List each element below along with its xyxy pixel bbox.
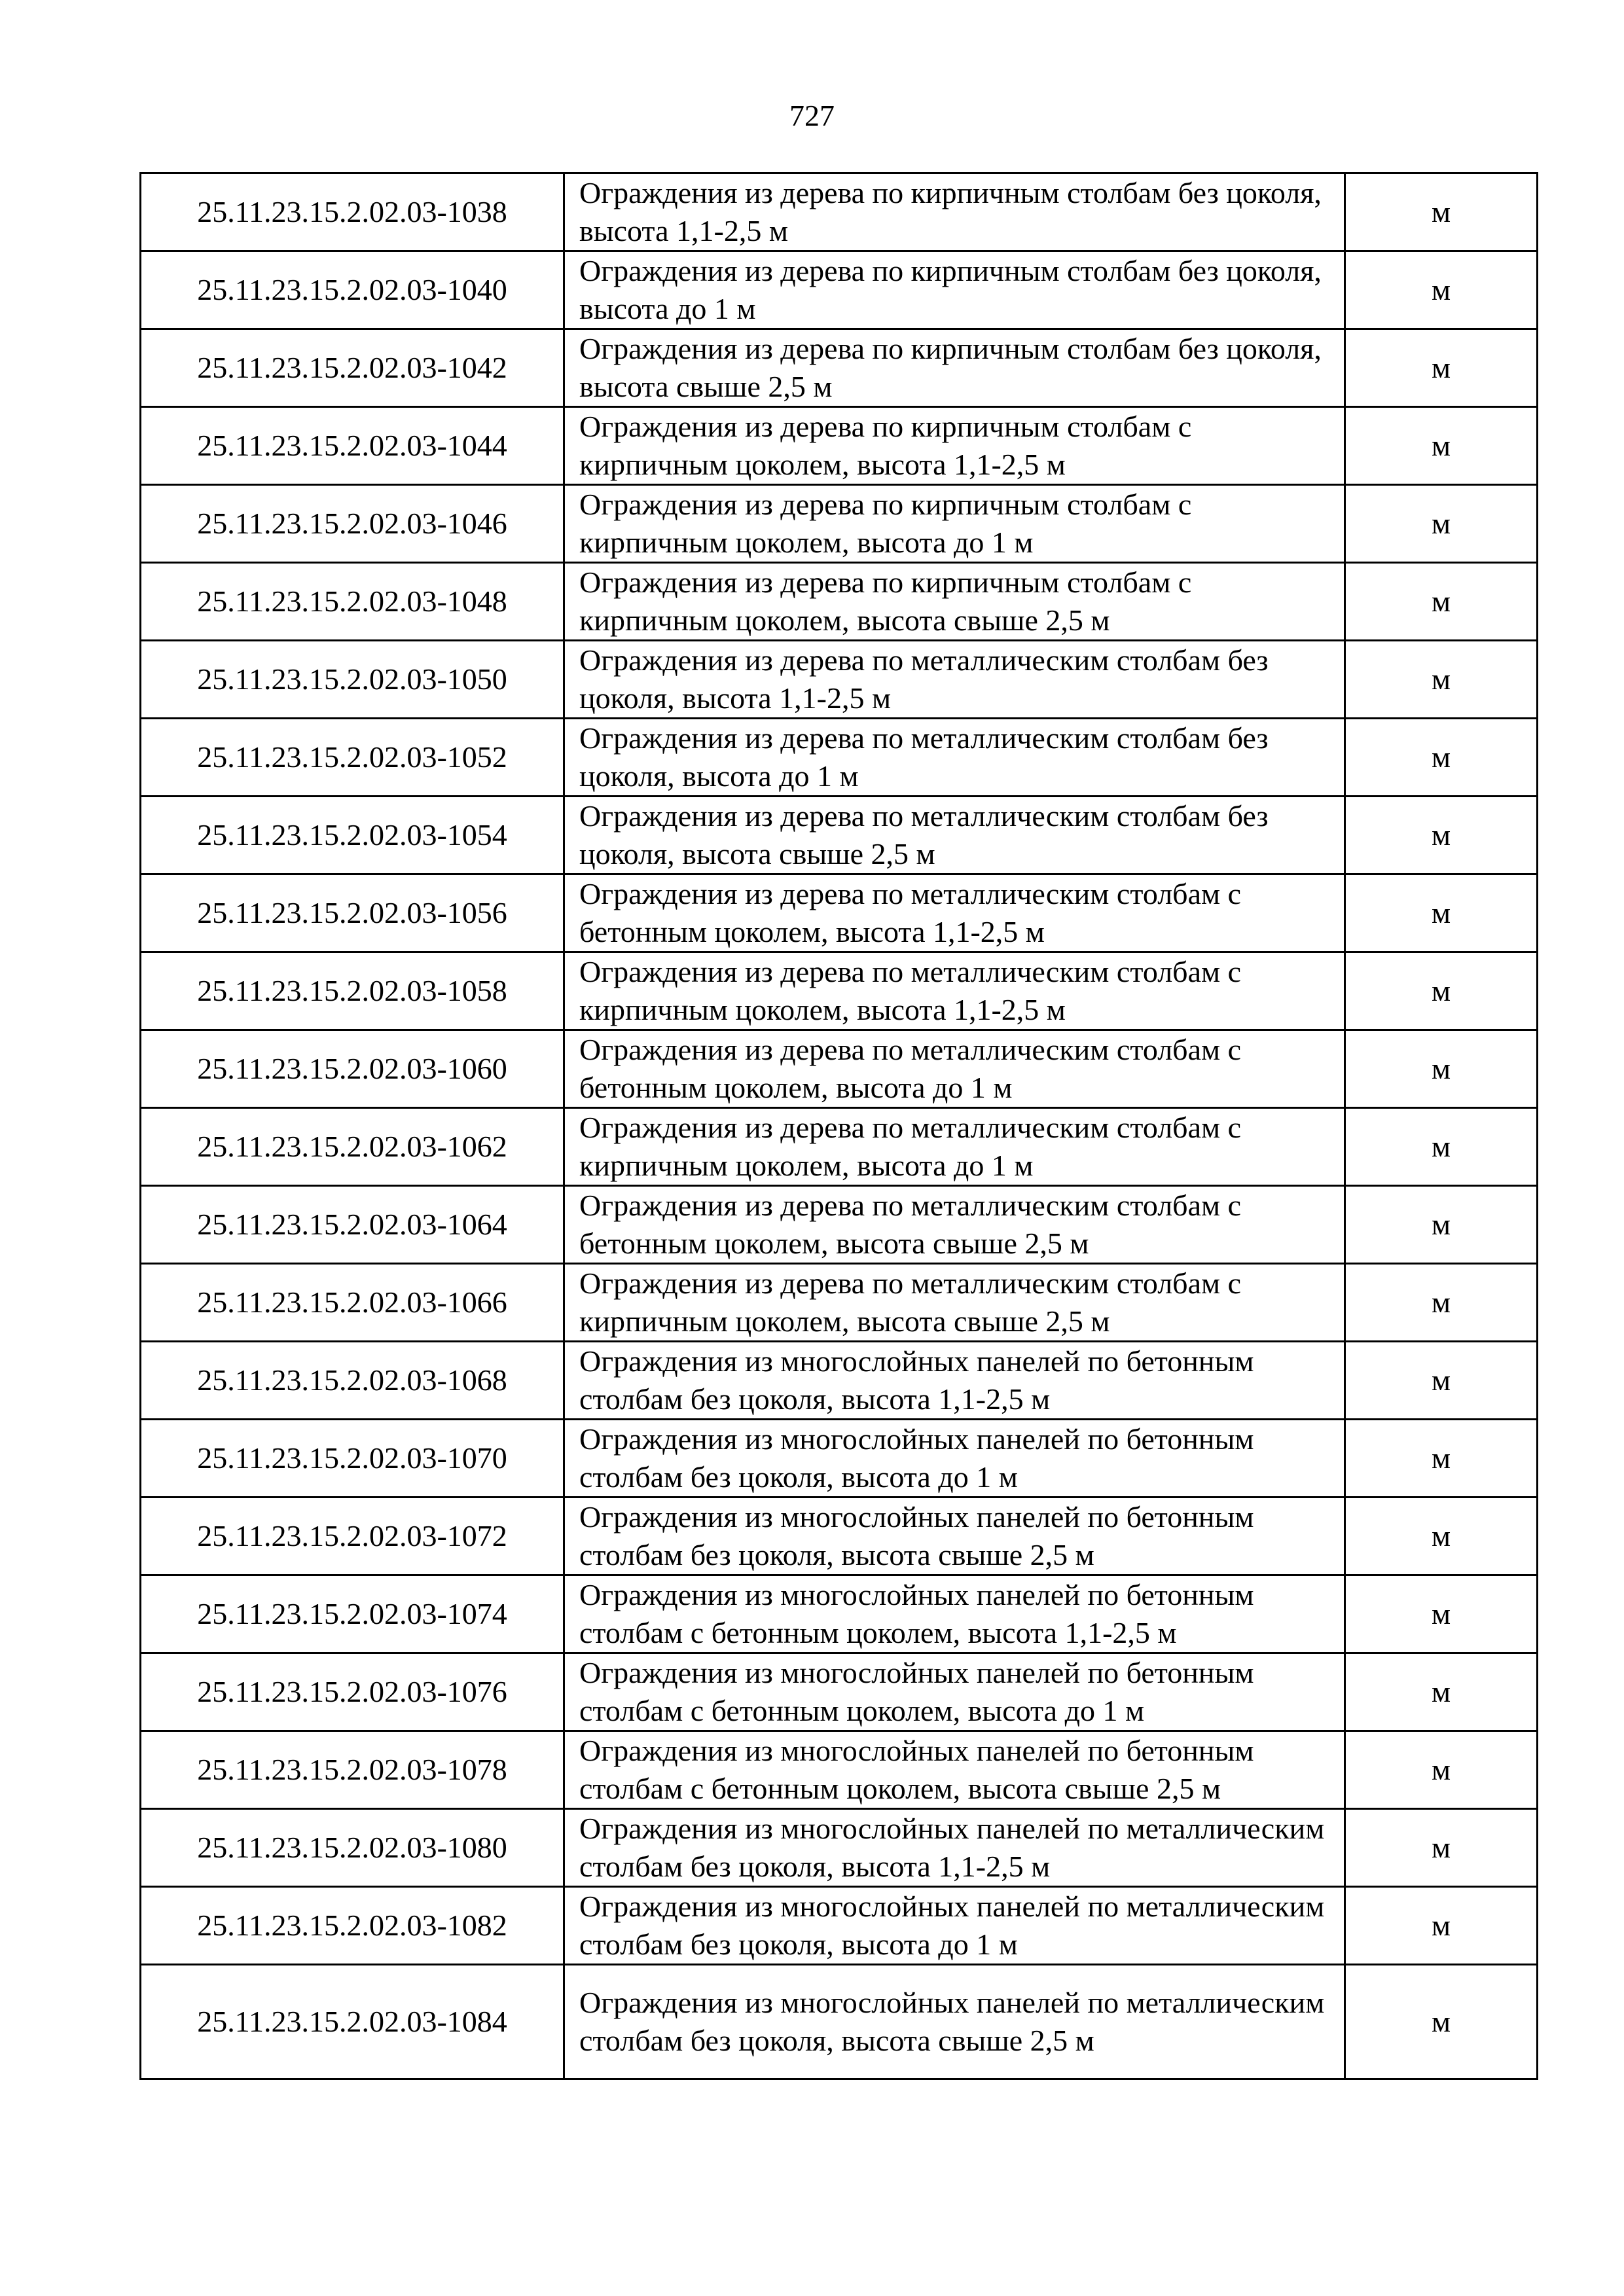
row-unit: м [1345,1575,1538,1653]
row-unit: м [1345,874,1538,952]
row-unit: м [1345,1498,1538,1575]
row-code: 25.11.23.15.2.02.03-1064 [141,1186,564,1264]
row-description: Ограждения из дерева по металлическим столбам без цоколя, высота 1,1-2,5 м [564,641,1345,719]
row-code: 25.11.23.15.2.02.03-1074 [141,1575,564,1653]
row-unit: м [1345,251,1538,329]
codes-table [139,172,1538,2080]
table-row [141,1498,1538,1575]
table-row [141,1965,1538,2079]
row-code: 25.11.23.15.2.02.03-1042 [141,329,564,407]
table-row [141,641,1538,719]
row-code: 25.11.23.15.2.02.03-1076 [141,1653,564,1731]
row-description: Ограждения из дерева по кирпичным столбам с кирпичным цоколем, высота 1,1-2,5 м [564,407,1345,485]
table-row [141,1575,1538,1653]
table-row [141,407,1538,485]
row-unit: м [1345,173,1538,251]
row-description: Ограждения из дерева по металлическим столбам без цоколя, высота до 1 м [564,719,1345,797]
row-unit: м [1345,1731,1538,1809]
table-row [141,1108,1538,1186]
row-unit: м [1345,1030,1538,1108]
row-unit: м [1345,719,1538,797]
row-code: 25.11.23.15.2.02.03-1078 [141,1731,564,1809]
row-code: 25.11.23.15.2.02.03-1080 [141,1809,564,1887]
row-unit: м [1345,485,1538,563]
row-code: 25.11.23.15.2.02.03-1056 [141,874,564,952]
row-unit: м [1345,797,1538,874]
row-code: 25.11.23.15.2.02.03-1038 [141,173,564,251]
row-code: 25.11.23.15.2.02.03-1058 [141,952,564,1030]
table-row [141,719,1538,797]
row-unit: м [1345,1264,1538,1342]
row-description: Ограждения из многослойных панелей по бетонным столбам без цоколя, высота до 1 м [564,1420,1345,1498]
row-description: Ограждения из многослойных панелей по металлическим столбам без цоколя, высота свыше 2,5 м [564,1965,1345,2079]
table-row [141,1653,1538,1731]
row-code: 25.11.23.15.2.02.03-1040 [141,251,564,329]
row-unit: м [1345,952,1538,1030]
row-unit: м [1345,1342,1538,1420]
row-code: 25.11.23.15.2.02.03-1062 [141,1108,564,1186]
row-code: 25.11.23.15.2.02.03-1054 [141,797,564,874]
row-description: Ограждения из дерева по металлическим столбам с кирпичным цоколем, высота 1,1-2,5 м [564,952,1345,1030]
row-code: 25.11.23.15.2.02.03-1046 [141,485,564,563]
row-description: Ограждения из многослойных панелей по бетонным столбам без цоколя, высота 1,1-2,5 м [564,1342,1345,1420]
row-code: 25.11.23.15.2.02.03-1072 [141,1498,564,1575]
row-unit: м [1345,1186,1538,1264]
row-description: Ограждения из дерева по кирпичным столбам без цоколя, высота до 1 м [564,251,1345,329]
row-unit: м [1345,1809,1538,1887]
table-row [141,1731,1538,1809]
row-description: Ограждения из многослойных панелей по металлическим столбам без цоколя, высота до 1 м [564,1887,1345,1965]
row-description: Ограждения из дерева по кирпичным столбам без цоколя, высота свыше 2,5 м [564,329,1345,407]
row-code: 25.11.23.15.2.02.03-1084 [141,1965,564,2079]
row-description: Ограждения из дерева по металлическим столбам с кирпичным цоколем, высота до 1 м [564,1108,1345,1186]
table-row [141,173,1538,251]
row-description: Ограждения из дерева по металлическим столбам с бетонным цоколем, высота свыше 2,5 м [564,1186,1345,1264]
row-description: Ограждения из многослойных панелей по бетонным столбам с бетонным цоколем, высота 1,1-2,5 м [564,1575,1345,1653]
row-unit: м [1345,407,1538,485]
row-code: 25.11.23.15.2.02.03-1052 [141,719,564,797]
table-row [141,874,1538,952]
row-code: 25.11.23.15.2.02.03-1048 [141,563,564,641]
row-description: Ограждения из дерева по кирпичным столбам с кирпичным цоколем, высота свыше 2,5 м [564,563,1345,641]
row-unit: м [1345,1108,1538,1186]
row-code: 25.11.23.15.2.02.03-1082 [141,1887,564,1965]
table-row [141,1264,1538,1342]
row-description: Ограждения из многослойных панелей по бетонным столбам без цоколя, высота свыше 2,5 м [564,1498,1345,1575]
row-unit: м [1345,329,1538,407]
table-row [141,251,1538,329]
row-description: Ограждения из дерева по кирпичным столбам без цоколя, высота 1,1-2,5 м [564,173,1345,251]
table-row [141,329,1538,407]
row-description: Ограждения из многослойных панелей по металлическим столбам без цоколя, высота 1,1-2,5 м [564,1809,1345,1887]
row-unit: м [1345,563,1538,641]
table-row [141,485,1538,563]
row-unit: м [1345,641,1538,719]
row-code: 25.11.23.15.2.02.03-1068 [141,1342,564,1420]
table-row [141,952,1538,1030]
row-code: 25.11.23.15.2.02.03-1060 [141,1030,564,1108]
table-row [141,797,1538,874]
row-description: Ограждения из дерева по металлическим столбам без цоколя, высота свыше 2,5 м [564,797,1345,874]
table-row [141,563,1538,641]
row-description: Ограждения из многослойных панелей по бетонным столбам с бетонным цоколем, высота до 1 м [564,1653,1345,1731]
row-description: Ограждения из дерева по металлическим столбам с бетонным цоколем, высота до 1 м [564,1030,1345,1108]
table-row [141,1420,1538,1498]
row-code: 25.11.23.15.2.02.03-1044 [141,407,564,485]
row-description: Ограждения из дерева по металлическим столбам с бетонным цоколем, высота 1,1-2,5 м [564,874,1345,952]
table-row [141,1030,1538,1108]
row-unit: м [1345,1420,1538,1498]
table-row [141,1809,1538,1887]
row-unit: м [1345,1965,1538,2079]
row-description: Ограждения из дерева по кирпичным столбам с кирпичным цоколем, высота до 1 м [564,485,1345,563]
table-row [141,1186,1538,1264]
row-unit: м [1345,1653,1538,1731]
table-row [141,1887,1538,1965]
row-unit: м [1345,1887,1538,1965]
page-number: 727 [789,99,835,132]
row-code: 25.11.23.15.2.02.03-1050 [141,641,564,719]
row-description: Ограждения из дерева по металлическим столбам с кирпичным цоколем, высота свыше 2,5 м [564,1264,1345,1342]
table-row [141,1342,1538,1420]
row-code: 25.11.23.15.2.02.03-1066 [141,1264,564,1342]
row-code: 25.11.23.15.2.02.03-1070 [141,1420,564,1498]
row-description: Ограждения из многослойных панелей по бетонным столбам с бетонным цоколем, высота свыше 2,5 м [564,1731,1345,1809]
